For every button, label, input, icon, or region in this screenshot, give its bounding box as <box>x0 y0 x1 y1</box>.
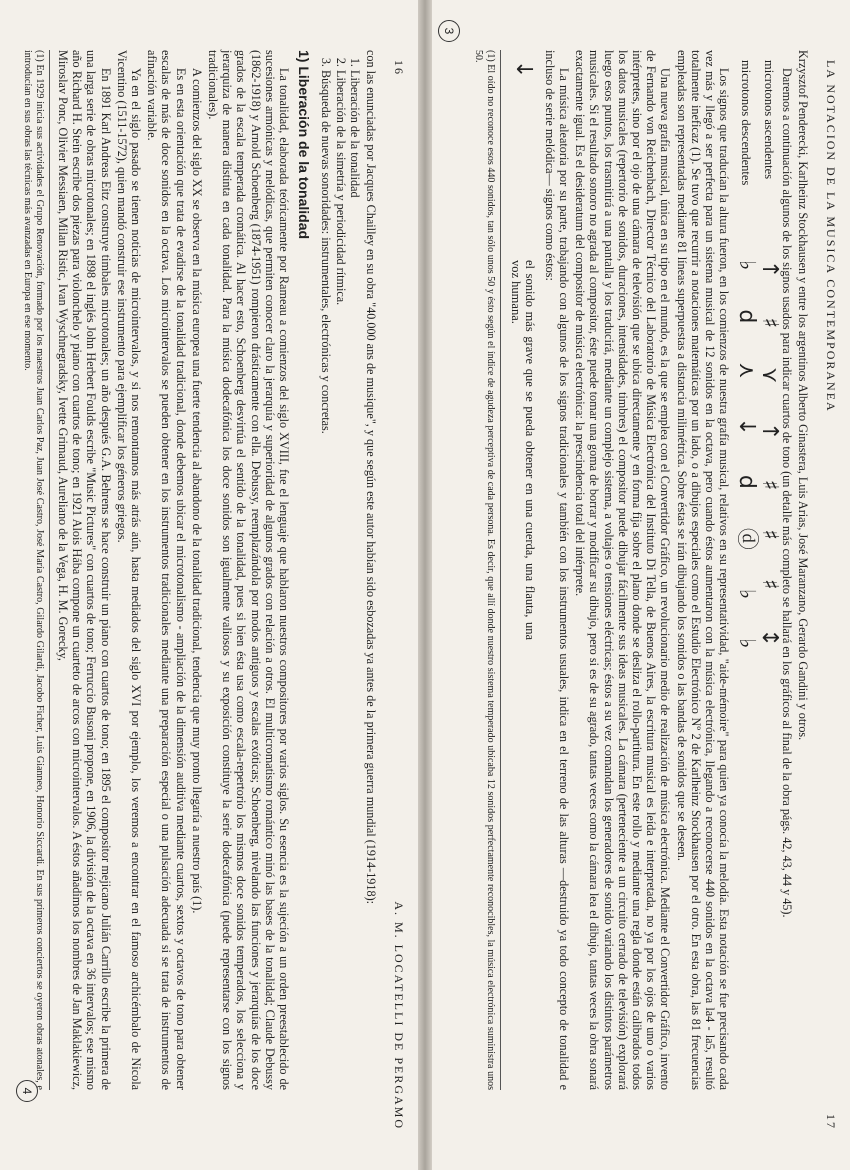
paragraph: Una nueva grafía musical, única en su tipo en el mundo, es la que se emplea con el Convertidor Gráfico, un revolucionario medio de realización de música electrónica. Mediante el Convertidor Gráfico, invento de Fernando von Reichenbach, Director Técnico del Laboratorio de Música Electrónica del Instituto Di Tella, de Buenos Aires, la escritura musical es leída e interpretada, no ya por los ojos de uno o varios intérpretes, sino por el ojo de una cámara de televisión que se ubica directamente y en forma fija sobre el plano donde se desliza el rollo-partitura. En este rollo y mediante una regla donde están calibrados todos los datos musicales (repertorio de sonidos, duraciones, intensidades, timbres) el compositor puede dibujar fácilmente sus ideas musicales. La cámara (perteneciente a un circuito cerrado de televisión) explorará luego esos puntos, los trasmitirá a una pantalla y los traducirá, mediante un complejo sistema, a voltajes o tensiones eléctricas; éstos a su vez comandan los generadores de sonido variando los distintos parámetros musicales. Si el resultado sonoro no agrada al compositor, éste puede tomar una goma de borrar y modificar su dibujo, pero si es de su agrado, tantas veces como la cámara lea el dibujo, tantas veces la obra sonará exactamente igual. Es el desideratum del compositor de música electrónica: la prescindencia total del intérprete. <box>573 50 673 1090</box>
goals-list <box>319 50 362 1090</box>
ascending-glyphs: ↑ ♯ ⋎ ↑ ♯ ♯ ♯ ↕ <box>756 260 782 663</box>
page-marker: 3 <box>438 20 460 42</box>
paragraph: La música aleatoria por su parte, trabajando con algunos de los signos tradicionales y también con los instrumentos usuales, indica en el terreno de las alturas —destruido ya todo concepto de tonalidad e incluso de serie melódica— signos como éstos: <box>542 50 571 1090</box>
paragraph: Es en esta orientación que trata de evadirse de la tonalidad tradicional, donde debemos ubicar el microtonalismo - ampliación de la dimensión auditiva mediante cuartos, sextos y octavos de tono para obtener escalas de más de doce sonidos en la octava. Los microintervalos se pueden obtener en los instrumentos tradicionales mediante una preparación especial o una pulsación adecuada si se trata de instrumentos de afinación variable. <box>145 50 188 1090</box>
running-title: A. M. LOCATELLI DE PERGAMO <box>392 901 406 1130</box>
footnote-mark: (1) <box>33 50 45 62</box>
aleatoric-sign <box>509 60 537 1090</box>
footnote-text: En 1929 inicia sus actividades el Grupo Renovación, formado por los maestros Juan Carlos Paz, Juan José Castro, José María Castro, Gilardo Gilardi, Jacobo Ficher, Luis Gianneo, Honorio Siccardi. En sus primeros conciertos se oyeron obras atonales, e introducían en sus obras las técnicas más avanzadas en Europa en ese momento. <box>22 50 45 1090</box>
aleatoric-sign-description: el sonido más grave que se pueda obtener en una cuerda, una flauta, una voz humana. <box>508 260 537 640</box>
running-title: LA NOTACION DE LA MUSICA CONTEMPORANEA <box>824 60 838 413</box>
section-heading: 1) Liberación de la tonalidad <box>296 50 313 240</box>
left-page-header <box>388 60 406 1130</box>
right-page-content <box>432 0 850 1170</box>
paragraph: En 1891 Karl Andreas Eitz construye timbales microtonales; un año después G.A. Behrens se hace construir un piano con cuartos de tono; en 1895 el compositor mejicano Julián Carrillo escribe la primera de una larga serie de obras microtonales; en 1898 el inglés John Herbert Foulds escribe "Music Pictures" con cuartos de tono; Ferruccio Busoni propone, en 1906, la división de la octava en 36 intervalos; ese mismo año Richard H. Stein escribe dos piezas para violonchelo y piano con cuartos de tono; en 1921 Alois Hába compone un cuarteto de arcos con microintervalos. A éstos añadimos los nombres de Jan Maklakiewicz, Miroslav Ponc, Olivier Messiaen, Milan Ristic, Ivan Wyschnegradsky, Ivette Grimaud, Aureliano de la Vega, H. M. Gorecky, <box>55 50 113 1090</box>
page-number: 17 <box>824 1114 838 1130</box>
ascending-label: microtonos ascendentes <box>761 60 776 180</box>
intro-paragraph: Krzysztof Penderecki, Karlheinz Stockhausen y entre los argentinos Alberto Ginastera, Luis Arias, José Maranzano, Gerardo Gandini y otros. <box>796 50 810 741</box>
descending-label: microtonos descendentes <box>739 60 754 186</box>
intro-paragraph-2: Daremos a continuación algunos de los signos usados para indicar cuartos de tono (un detalle más completo se hallará en los gráficos al final de la obra págs. 42, 43, 44 y 45). <box>779 68 794 918</box>
microtone-symbols <box>734 60 782 1090</box>
book-gutter <box>418 0 432 1170</box>
footnote <box>473 50 501 1090</box>
left-page-content <box>0 0 418 1170</box>
list-item: 1. Liberación de la tonalidad <box>348 70 362 1090</box>
left-page <box>0 0 418 1170</box>
paragraph: A comienzos del siglo XX se observa en la música europea una fuerte tendencia al abandono de la tonalidad tradicional, tendencia que muy pronto llegaría a nuestro país (1). <box>189 68 204 914</box>
intro-paragraph: con las enunciadas por Jacques Chailley en su obra "40.000 ans de musique", y que según este autor habían sido esbozadas ya antes de la primera guerra mundial (1914-1918): <box>364 50 378 905</box>
paragraph: Ya en el siglo pasado se tienen noticias de microintervalos, y si nos remontamos más atrás aún, hasta mediados del siglo XVI por ejemplo, los veremos a encontrar en el famoso archicémbalo de Nicola Vicentino (1511-1572), quien mandó construir ese instrumento para ejemplificar los géneros griegos. <box>114 50 143 1090</box>
footnote <box>22 50 50 1090</box>
left-page-body <box>22 50 378 1090</box>
descending-row <box>734 60 760 1090</box>
footnote-text: El oído no reconoce esos 440 sonidos, tan sólo unos 50 y ésto según el índice de agudeza perceptiva de cada persona. Es decir, que allí donde nuestro sistema temperado ubicaba 12 sonidos perfectamente reconocibles, la música electrónica suministra unos 50. <box>473 50 496 1091</box>
ascending-row <box>756 60 782 1090</box>
down-arrow-icon: ↓ <box>510 60 536 79</box>
descending-glyphs: ♭ d ⋏ ↓ d ⓓ ♭ ♭ <box>734 260 760 665</box>
footnote-mark: (1) <box>484 50 496 62</box>
paragraph: Los signos que traducían la altura fueron, en los comienzos de nuestra grafía musical, relativos en su representatividad, "aide-mémoire" para quien ya conocía la melodía. Esta notación se fue precisando cada vez más y llegó a ser perfecta para un sistema musical de 12 sonidos en la octava, pero cuando éstos aumentaron con la música electrónica, llegando a reconocerse 440 sonidos en la octava la4 - la5, resultó totalmente ineficaz (1). Se tuvo que recurrir a notaciones matemáticas por un lado, o a dibujos especiales como el Estudio Electrónico Nº 2 de Karlheinz Stockhausen por el otro. En esta obra, las 81 frecuencias empleadas son representadas mediante 81 líneas superpuestas a distancia milimétrica. Sobre éstas se irán dibujando los sonidos o las bandas de sonidos que se deseen. <box>674 50 732 1090</box>
right-page-body <box>473 50 810 1090</box>
page-marker: 4 <box>16 1080 38 1102</box>
right-page-header <box>820 60 838 1130</box>
list-item: 3. Búsqueda de nuevas sonoridades: instrumentales, electrónicas y concretas. <box>319 70 333 1090</box>
list-item: 2. Liberación de la simetría y periodicidad rítmica. <box>333 70 347 1090</box>
paragraph: La tonalidad, elaborada teóricamente por Rameau a comienzos del siglo XVIII, fue el lenguaje que hablaron nuestros compositores por varios siglos. Su esencia es la sujeción a un orden preestablecido de sucesiones armónicas y melódicas, que permiten conocer claro la jerarquía y superioridad de algunos grados con relación a otros. El multicromatismo romántico minó las bases de la tonalidad; Claude Debussy (1862-1918) y Arnold Schoenberg (1874-1951) rompieron drásticamente con ella. Debussy, reemplazándola por modos antiguos y escalas exóticas; Schoenberg, nivelando las funciones y jerarquías de los doce grados de la escala temperada cromática. Al hacer esto, Schoenberg desvirtúa el sentido de la tonalidad, pues si bien ésta usa como escala-repertorio los mismos doce sonidos temperados, los selecciona y jerarquiza de manera distinta en cada tonalidad. Para la música dodecafónica los doce sonidos son igualmente valiosos y su exposición constituye la serie dodecafónica (puede representarse con los signos tradicionales). <box>205 50 291 1090</box>
right-page <box>432 0 850 1170</box>
page-number: 16 <box>392 60 406 76</box>
